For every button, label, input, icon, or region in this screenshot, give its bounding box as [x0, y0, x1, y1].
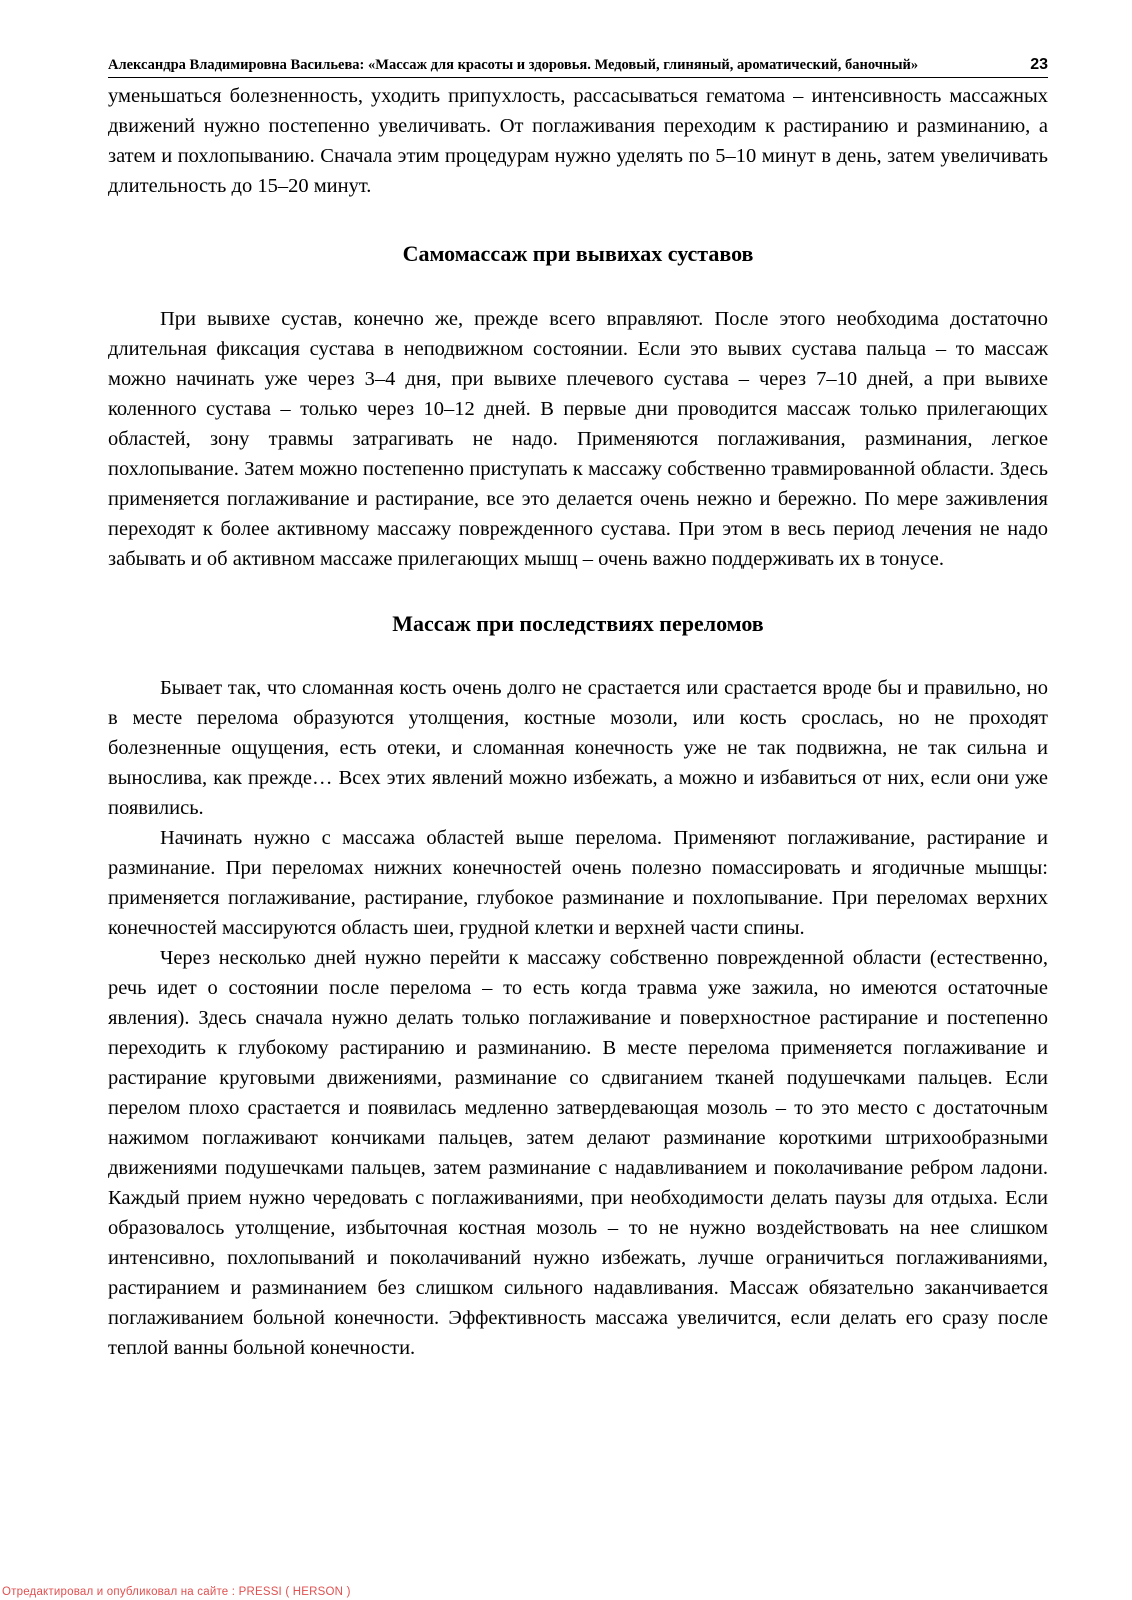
- header-title: Александра Владимировна Васильева: «Массаж для красоты и здоровья. Медовый, глиняный, ароматический, баночный»: [108, 57, 919, 73]
- publisher-watermark: Отредактировал и опубликовал на сайте : PRESSI ( HERSON ): [2, 1586, 351, 1598]
- document-page: [108, 50, 1048, 1363]
- section-heading-dislocations: Самомассаж при вывихах суставов: [402, 241, 754, 266]
- paragraph: При вывихе сустав, конечно же, прежде всего вправляют. После этого необходима достаточно длительная фиксация сустава в неподвижном состоянии. Если это вывих сустава пальца – то массаж можно начинать уже через 3–4 дня, при вывихе плечевого сустава – через 7–10 дней, а при вывихе коленного сустава – только через 10–12 дней. В первые дни проводится массаж только прилегающих областей, зону травмы затрагивать не надо. Применяются поглаживания, разминания, легкое похлопывание. Затем можно постепенно приступать к массажу собственно травмированной области. Здесь применяется поглаживание и растирание, все это делается очень нежно и бережно. По мере заживления переходят к более активному массажу поврежденного сустава. При этом в весь период лечения не надо забывать и об активном массаже прилегающих мышц – очень важно поддерживать их в тонусе.: [108, 308, 1048, 570]
- paragraph: Начинать нужно с массажа областей выше перелома. Применяют поглаживание, растирание и разминание. При переломах нижних конечностей очень полезно помассировать и ягодичные мышцы: применяется поглаживание, растирание, глубокое разминание и похлопывание. При переломах верхних конечностей массируются область шеи, грудной клетки и верхней части спины.: [108, 827, 1048, 939]
- section-heading-fractures: Массаж при последствиях переломов: [392, 611, 764, 636]
- intro-paragraph: уменьшаться болезненность, уходить припухлость, рассасываться гематома – интенсивность массажных движений нужно постепенно увеличивать. От поглаживания переходим к растиранию и разминанию, а затем и похлопыванию. Сначала этим процедурам нужно уделять по 5–10 минут в день, затем увеличивать длительность до 15–20 минут.: [108, 85, 1048, 197]
- page-number: 23: [1030, 56, 1048, 73]
- paragraph: Через несколько дней нужно перейти к массажу собственно поврежденной области (естественно, речь идет о состоянии после перелома – то есть когда травма уже зажила, но имеются остаточные явления). Здесь сначала нужно делать только поглаживание и поверхностное растирание и постепенно переходить к глубокому растиранию и разминанию. В месте перелома применяется поглаживание и растирание круговыми движениями, разминание со сдвиганием тканей подушечками пальцев. Если перелом плохо срастается и появилась медленно затвердевающая мозоль – то это место с достаточным нажимом поглаживают кончиками пальцев, затем делают разминание короткими штрихообразными движениями подушечками пальцев, затем разминание с надавливанием и поколачивание ребром ладони. Каждый прием нужно чередовать с поглаживаниями, при необходимости делать паузы для отдыха. Если образовалось утолщение, избыточная костная мозоль – то не нужно воздействовать на нее слишком интенсивно, похлопываний и поколачиваний нужно избежать, лучше ограничиться поглаживаниями, растиранием и разминанием без слишком сильного надавливания. Массаж обязательно заканчивается поглаживанием больной конечности. Эффективность массажа увеличится, если делать его сразу после теплой ванны больной конечности.: [108, 947, 1048, 1359]
- paragraph: Бывает так, что сломанная кость очень долго не срастается или срастается вроде бы и правильно, но в месте перелома образуются утолщения, костные мозоли, или кость срослась, но не проходят болезненные ощущения, есть отеки, и сломанная конечность уже не так подвижна, не так сильна и вынослива, как прежде… Всех этих явлений можно избежать, а можно и избавиться от них, если они уже появились.: [108, 677, 1048, 819]
- running-header: [108, 56, 1048, 78]
